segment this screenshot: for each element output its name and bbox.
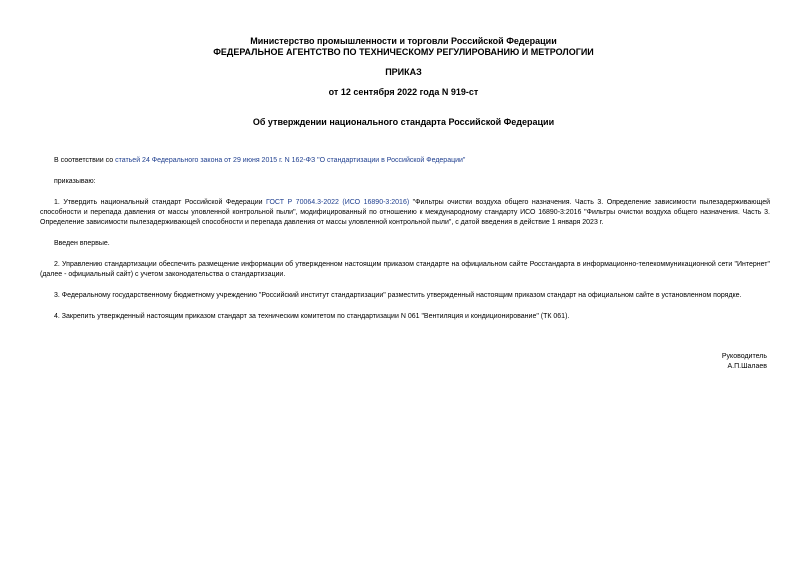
paragraph-item-1 [40,198,770,228]
signature-title: Руководитель [721,353,767,360]
paragraph-basis [40,156,770,166]
paragraph-item-4: 4. Закрепить утвержденный настоящим приказом стандарт за техническим комитетом по стандартизации N 061 "Вентиляция и кондиционирование" (ТК 061). [54,313,570,320]
federal-law-link[interactable]: статьей 24 Федерального закона от 29 июня 2015 г. N 162-ФЗ "О стандартизации в Российской Федерации" [115,157,466,164]
ministry-title: Министерство промышленности и торговли Российской Федерации [250,36,557,46]
document-date-number: от 12 сентября 2022 года N 919-ст [328,87,479,97]
signature-name: А.П.Шалаев [727,363,767,370]
agency-title: ФЕДЕРАЛЬНОЕ АГЕНТСТВО ПО ТЕХНИЧЕСКОМУ РЕГУЛИРОВАНИЮ И МЕТРОЛОГИИ [213,47,594,57]
item-1-prefix: 1. Утвердить национальный стандарт Российской Федерации [54,199,267,206]
paragraph-item-3: 3. Федеральному государственному бюджетному учреждению "Российский институт стандартизации" разместить утвержденный настоящим приказом стандарт на официальном сайте в установленном порядке. [54,292,742,299]
paragraph-basis-text: В соответствии со [54,157,116,164]
paragraph-order: приказываю: [54,178,96,185]
paragraph-introduced: Введен впервые. [54,240,110,247]
document-subject: Об утверждении национального стандарта Российской Федерации [252,117,555,127]
paragraph-item-2: 2. Управлению стандартизации обеспечить размещение информации об утвержденном настоящим приказом стандарте на официальном сайте Росстандарта в информационно-телекоммуникационной сети "Интернет" (далее - официальный сайт) с учетом законодательства о стандартизации. [40,261,770,278]
gost-standard-link[interactable]: ГОСТ Р 70064.3-2022 (ИСО 16890-3:2016) [266,199,410,206]
item-1-suffix: "Фильтры очистки воздуха общего назначения. Часть 3. Определение зависимости пылезадерживающей способности и перепада давления от массы уловленной контрольной пыли", модифицированный по отношению к международному стандарту ИСО 16890-3:2016 "Фильтры очистки воздуха общего назначения. Часть 3. Определение зависимости пылезадерживающей способности и перепада давления от массы уловленной контрольной пыли", с датой введения в действие 1 января 2023 г. [40,199,770,226]
document-type: ПРИКАЗ [385,67,422,77]
